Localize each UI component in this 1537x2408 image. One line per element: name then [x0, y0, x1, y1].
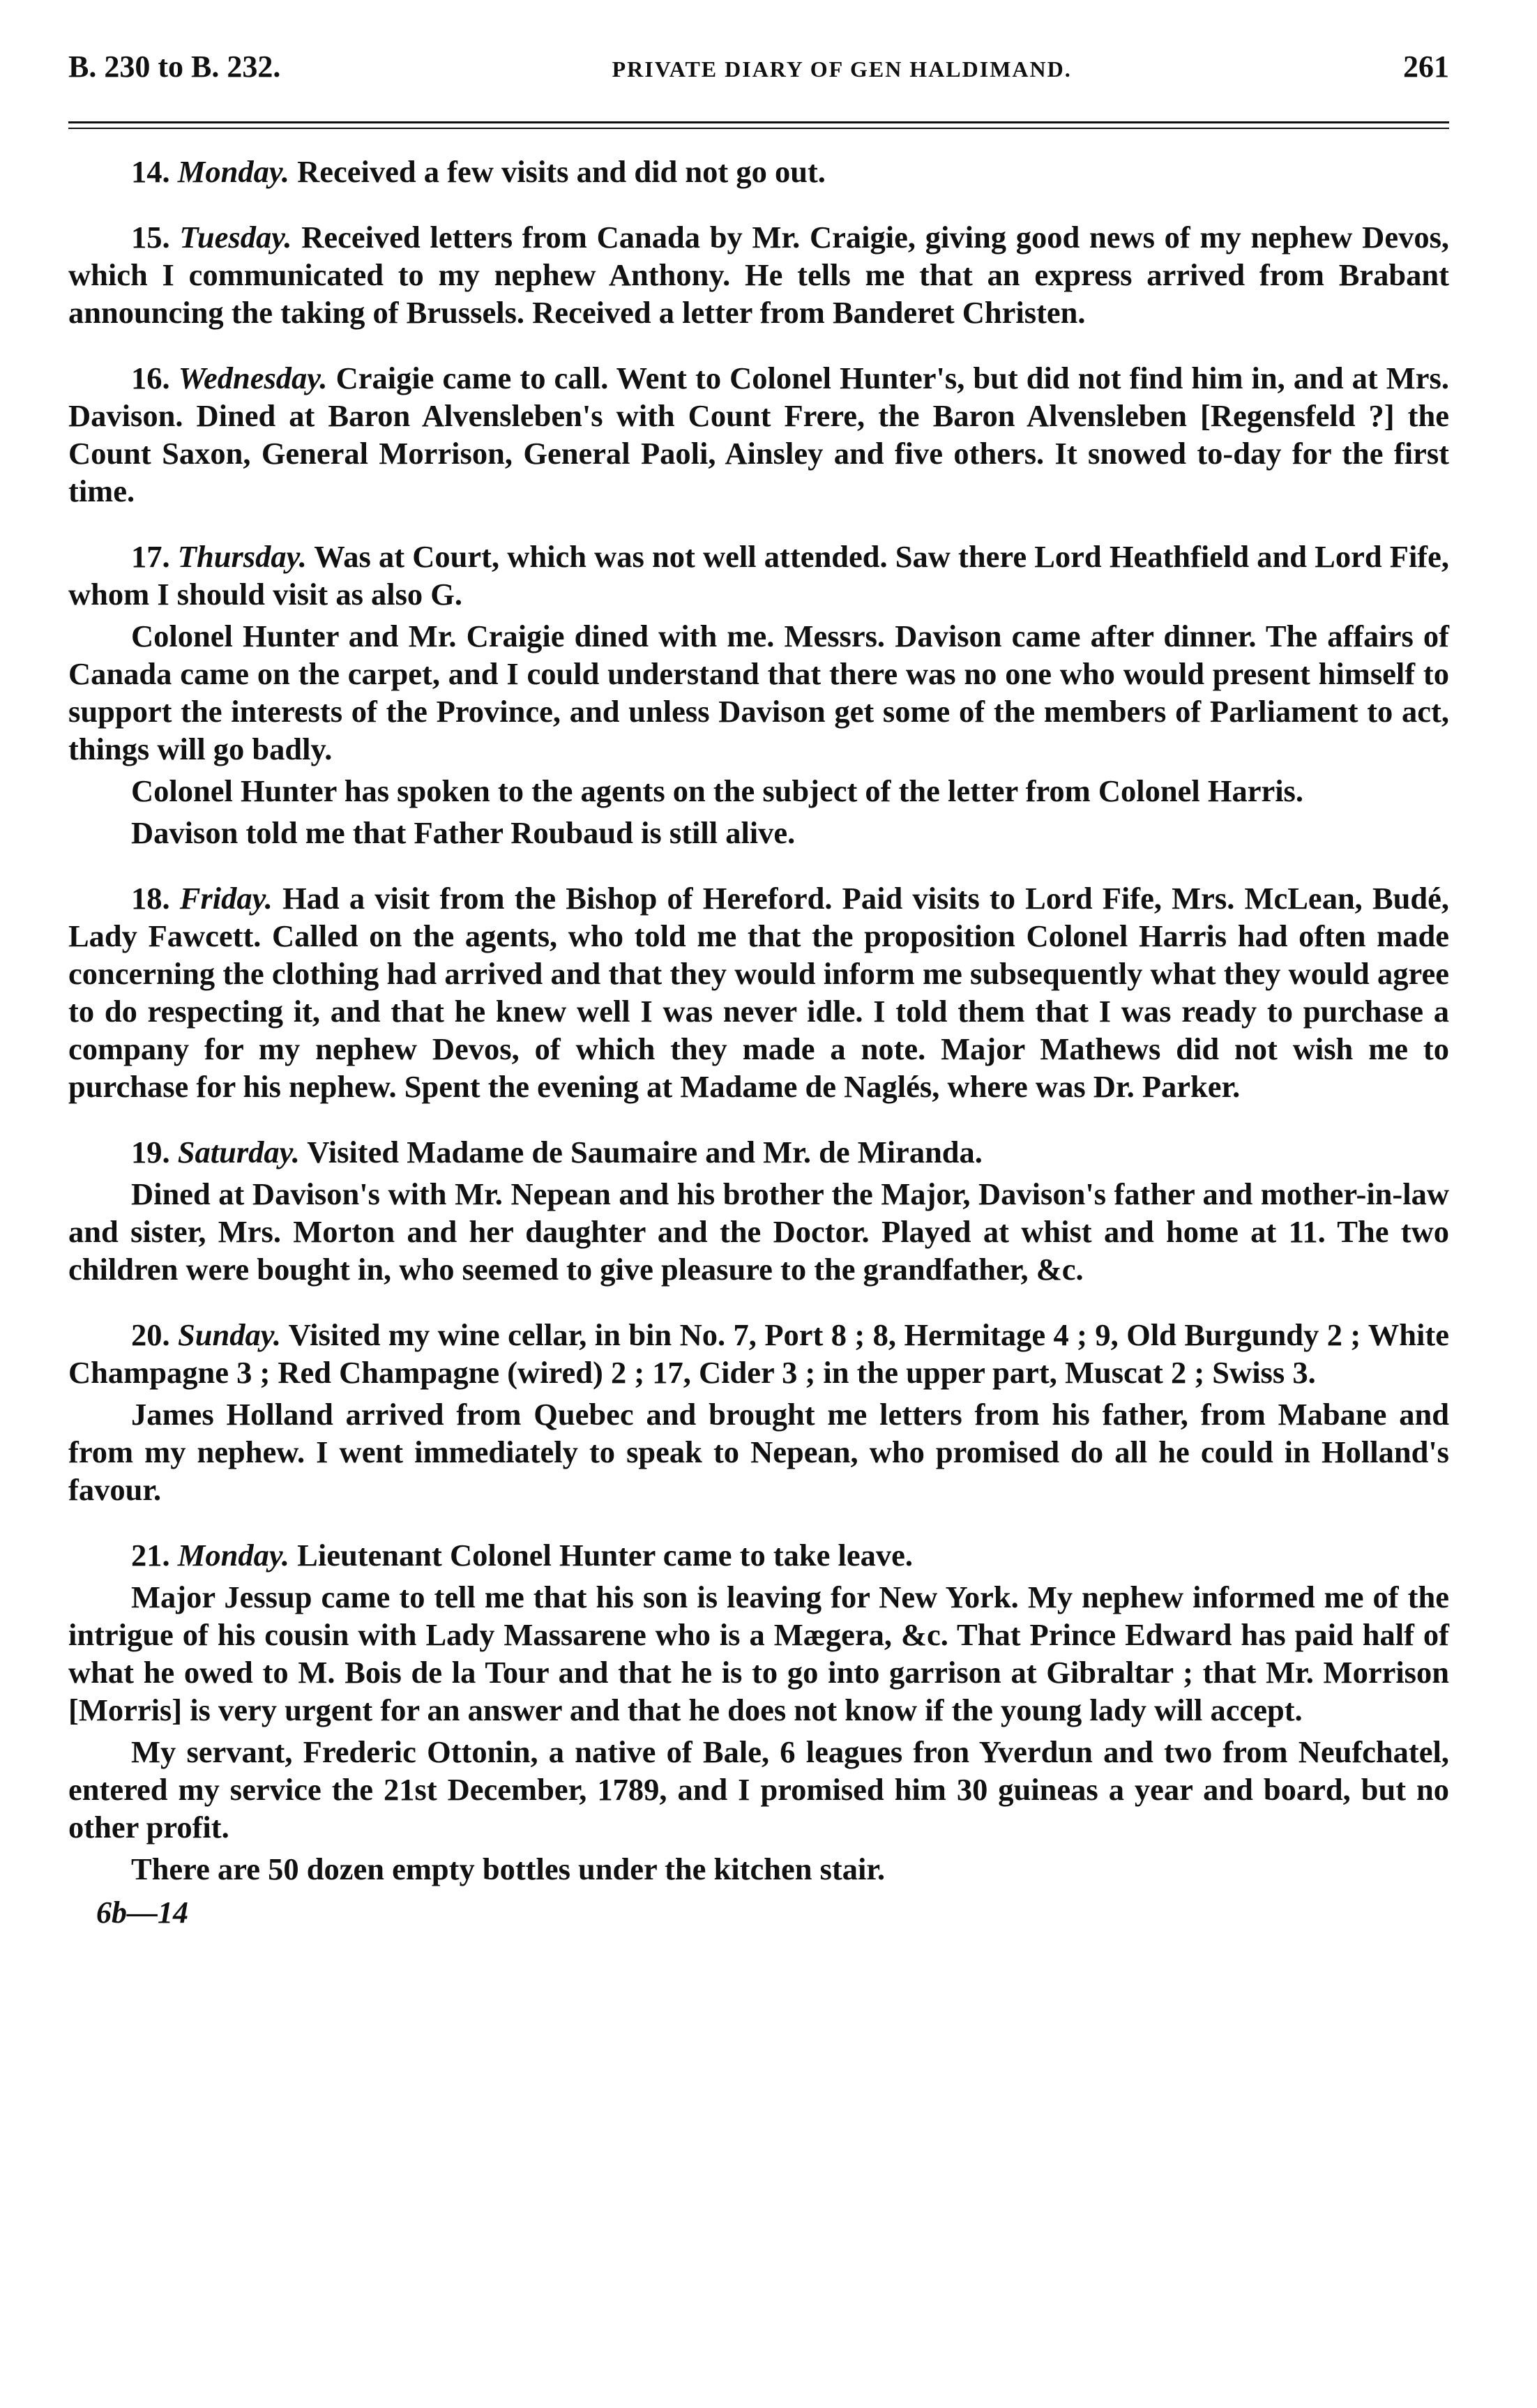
header-left: B. 230 to B. 232.: [68, 50, 281, 84]
diary-entry-17: [68, 538, 1449, 851]
diary-entry-21: [68, 1536, 1449, 1888]
diary-body: [68, 153, 1449, 1888]
entry-day: Monday.: [177, 1538, 290, 1573]
entry-number: 14.: [131, 154, 170, 189]
entry-number: 18.: [131, 881, 170, 916]
entry-text: Craigie came to call. Went to Colonel Hunter's, but did not find him in, and at Mrs. Davison. Dined at Baron Alvensleben's with Count Frere, the Baron Alvensleben [Regensfeld ?] the Count Saxon, General Morrison, General Paoli, Ainsley and five others. It snowed to-day for the first time.: [68, 361, 1449, 508]
signature-mark: 6b—14: [96, 1895, 188, 1930]
entry-day: Sunday.: [178, 1317, 282, 1352]
running-title: PRIVATE DIARY OF GEN HALDIMAND.: [612, 56, 1072, 82]
entry-paragraph: [68, 1316, 1449, 1391]
diary-entry-16: [68, 359, 1449, 510]
page-header: [68, 49, 1449, 105]
diary-entry-19: [68, 1133, 1449, 1288]
entry-text: Visited Madame de Saumaire and Mr. de Miranda.: [307, 1135, 983, 1169]
entry-text: Received a few visits and did not go out.: [297, 154, 826, 189]
entry-day: Monday.: [177, 154, 290, 189]
entry-day: Thursday.: [177, 539, 307, 574]
entry-paragraph: [68, 538, 1449, 613]
entry-paragraph: Colonel Hunter has spoken to the agents on the subject of the letter from Colonel Harris.: [131, 773, 1304, 808]
diary-entry-20: [68, 1316, 1449, 1508]
entry-number: 16.: [131, 361, 170, 395]
diary-entry-14: [68, 153, 1449, 190]
page-number: 261: [1402, 50, 1449, 84]
entry-text: Lieutenant Colonel Hunter came to take leave.: [297, 1538, 914, 1573]
entry-paragraph: James Holland arrived from Quebec and brought me letters from his father, from Mabane and from my nephew. I went immediately to speak to Nepean, who promised do all he could in Holland's favour.: [68, 1397, 1449, 1507]
entry-text: Had a visit from the Bishop of Hereford. Paid visits to Lord Fife, Mrs. McLean, Budé, Lady Fawcett. Called on the agents, who told me that the proposition Colonel Harris had often made concerning the clothing had arrived and that they would inform me subsequently what they would agree to do respecting it, and that he knew well I was never idle. I told them that I was ready to purchase a company for my nephew Devos, of which they made a note. Major Mathews did not wish me to purchase for his nephew. Spent the evening at Madame de Naglés, where was Dr. Parker.: [68, 881, 1450, 1104]
entry-number: 19.: [131, 1135, 170, 1169]
entry-number: 21.: [131, 1538, 170, 1573]
entry-paragraph: Major Jessup came to tell me that his son is leaving for New York. My nephew informed me of the intrigue of his cousin with Lady Massarene who is a Mægera, &c. That Prince Edward has paid half of what he owed to M. Bois de la Tour and that he is to go into garrison at Gibraltar ; that Mr. Morrison [Morris] is very urgent for an answer and that he does not know if the young lady will accept.: [68, 1580, 1449, 1727]
entry-day: Friday.: [179, 881, 273, 916]
entry-text: Was at Court, which was not well attended. Saw there Lord Heathfield and Lord Fife, whom I should visit as also G.: [68, 539, 1450, 612]
entry-paragraph: My servant, Frederic Ottonin, a native of Bale, 6 leagues fron Yverdun and two from Neufchatel, entered my service the 21st December, 1789, and I promised him 30 guineas a year and board, but no other profit.: [68, 1734, 1449, 1845]
entry-paragraph: Colonel Hunter and Mr. Craigie dined with me. Messrs. Davison came after dinner. The affairs of Canada came on the carpet, and I could understand that there was no one who would present himself to support the interests of the Province, and unless Davison get some of the members of Parliament to act, things will go badly.: [68, 619, 1449, 766]
entry-paragraph: Dined at Davison's with Mr. Nepean and his brother the Major, Davison's father and mother-in-law and sister, Mrs. Morton and her daughter and the Doctor. Played at whist and home at 11. The two children were bought in, who seemed to give pleasure to the grandfather, &c.: [68, 1176, 1449, 1287]
entry-paragraph: [68, 359, 1449, 510]
entry-paragraph: [68, 153, 1449, 190]
entry-paragraph: [68, 879, 1449, 1105]
entry-paragraph: Davison told me that Father Roubaud is still alive.: [131, 815, 796, 850]
diary-entry-15: [68, 218, 1449, 331]
entry-paragraph: [68, 218, 1449, 331]
entry-paragraph: [68, 1133, 1449, 1171]
diary-entry-18: [68, 879, 1449, 1105]
entry-number: 15.: [131, 220, 170, 255]
entry-number: 20.: [131, 1317, 170, 1352]
entry-text: Visited my wine cellar, in bin No. 7, Port 8 ; 8, Hermitage 4 ; 9, Old Burgundy 2 ; White Champagne 3 ; Red Champagne (wired) 2 ; 17, Cider 3 ; in the upper part, Muscat 2 ; Swiss 3.: [68, 1317, 1449, 1390]
document-page: [68, 49, 1449, 1930]
entry-text: Received letters from Canada by Mr. Craigie, giving good news of my nephew Devos, which I communicated to my nephew Anthony. He tells me that an express arrived from Brabant announcing the taking of Brussels. Received a letter from Banderet Christen.: [68, 220, 1450, 330]
entry-day: Wednesday.: [178, 361, 328, 395]
entry-paragraph: [68, 1536, 1449, 1574]
header-rule: [68, 121, 1449, 129]
entry-day: Saturday.: [177, 1135, 300, 1169]
entry-paragraph: There are 50 dozen empty bottles under the kitchen stair.: [131, 1852, 886, 1886]
entry-number: 17.: [131, 539, 170, 574]
entry-day: Tuesday.: [179, 220, 292, 255]
